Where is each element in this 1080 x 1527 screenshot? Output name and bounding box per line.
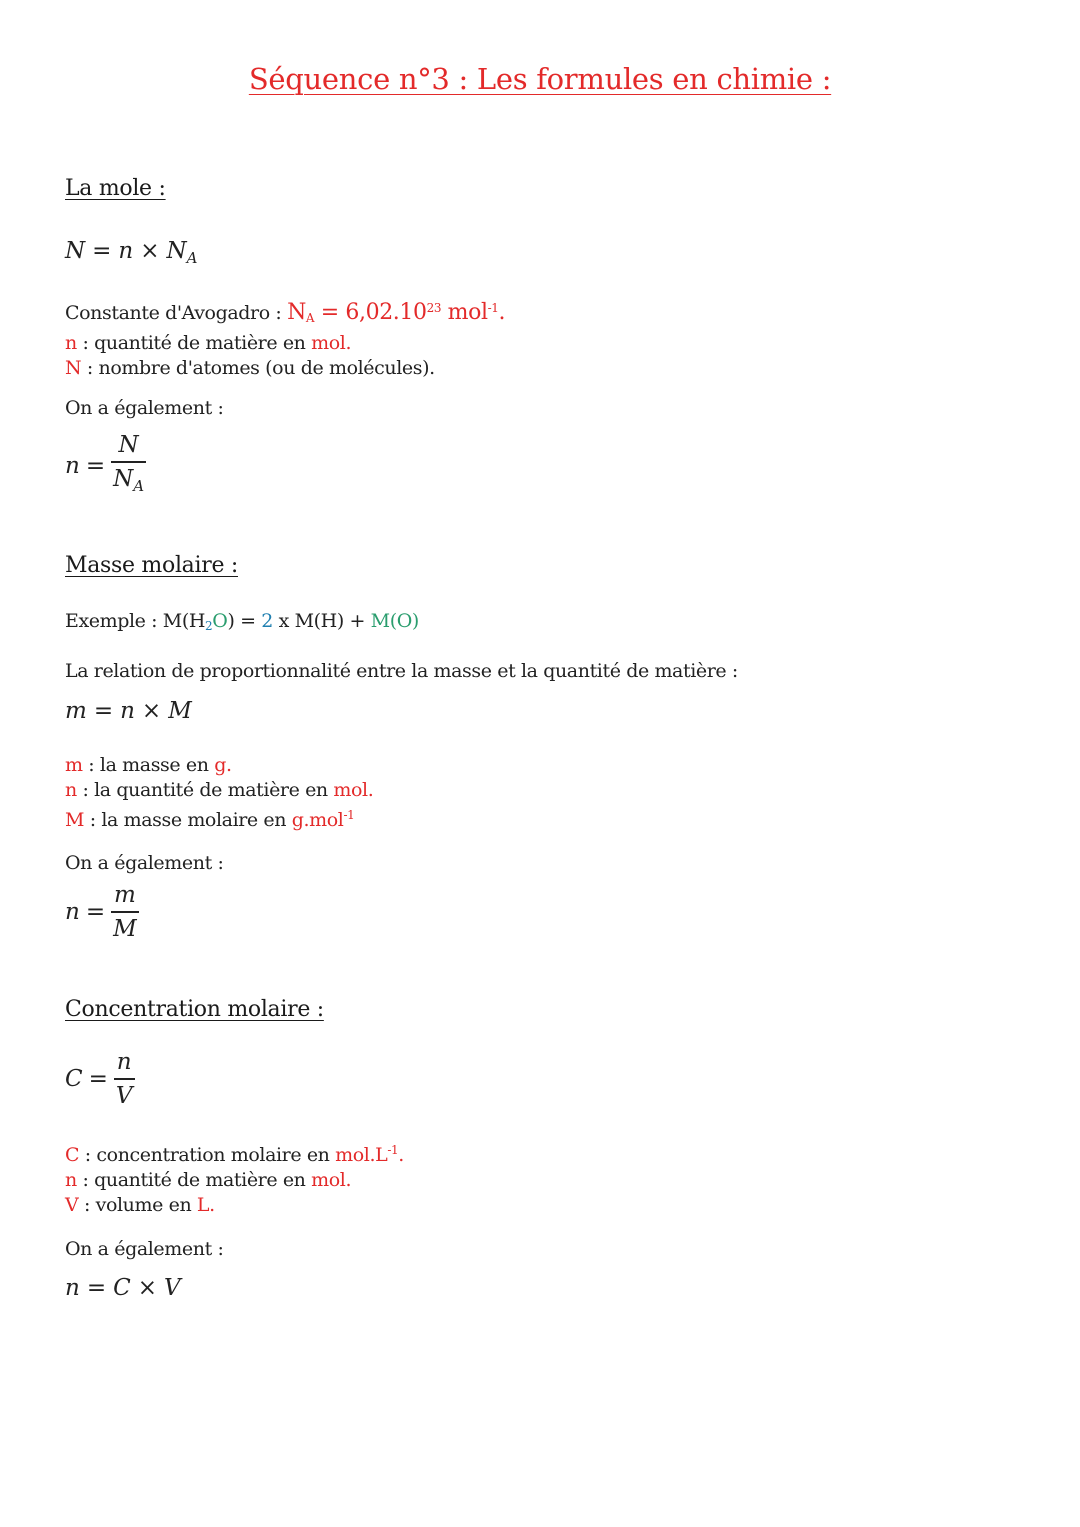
fraction-C-n-V: C = $\frac{n}{V}$ (65, 1049, 133, 1109)
definition-N: N : nombre d'atomes (ou de molécules). (65, 357, 435, 379)
definition-m: m : la masse en g. (65, 754, 232, 776)
definition-n: n : quantité de matière en mol. (65, 1169, 352, 1191)
definitions-masse (65, 753, 373, 833)
heading-concentration-molaire: Concentration molaire : (65, 997, 324, 1022)
definition-n: n : quantité de matière en mol. (65, 332, 352, 354)
definition-n: n : la quantité de matière en mol. (65, 779, 374, 801)
formula-avogadro-number: $N = n \times N_A$ (65, 238, 198, 267)
also-text-conc: On a également : (65, 1238, 224, 1260)
page-title: Séquence n°3 : Les formules en chimie : (248, 62, 832, 96)
definition-V: V : volume en L. (65, 1194, 215, 1216)
avogadro-constant-line: Constante d'Avogadro : $N_A = 6,02.10^{23}$ mol$^{-1}$. (65, 300, 506, 325)
heading-masse-molaire: Masse molaire : (65, 553, 238, 578)
definition-C: C : concentration molaire en $mol.L^{-1}$. (65, 1143, 404, 1166)
also-text-mole: On a également : (65, 397, 224, 419)
example-molar-mass: Exemple : $M(H_2O) = 2$ x M(H) + M(O) (65, 610, 419, 633)
fraction-n-m-M: n = $\frac{m}{M}$ (65, 882, 137, 942)
definitions-mole (65, 296, 505, 381)
fraction-n-N-NA: n = $\frac{N}{N_A}$ (65, 430, 146, 501)
definition-M: M : la masse molaire en g.mol$^{-1}$ (65, 808, 355, 831)
formula-n-C-V: n = C × V (65, 1275, 181, 1301)
formula-m-n-M: m = n × M (65, 698, 192, 724)
also-text-masse: On a également : (65, 852, 224, 874)
heading-la-mole: La mole : (65, 176, 166, 201)
definitions-concentration (65, 1138, 404, 1218)
relation-text: La relation de proportionnalité entre la masse et la quantité de matière : (65, 660, 738, 682)
